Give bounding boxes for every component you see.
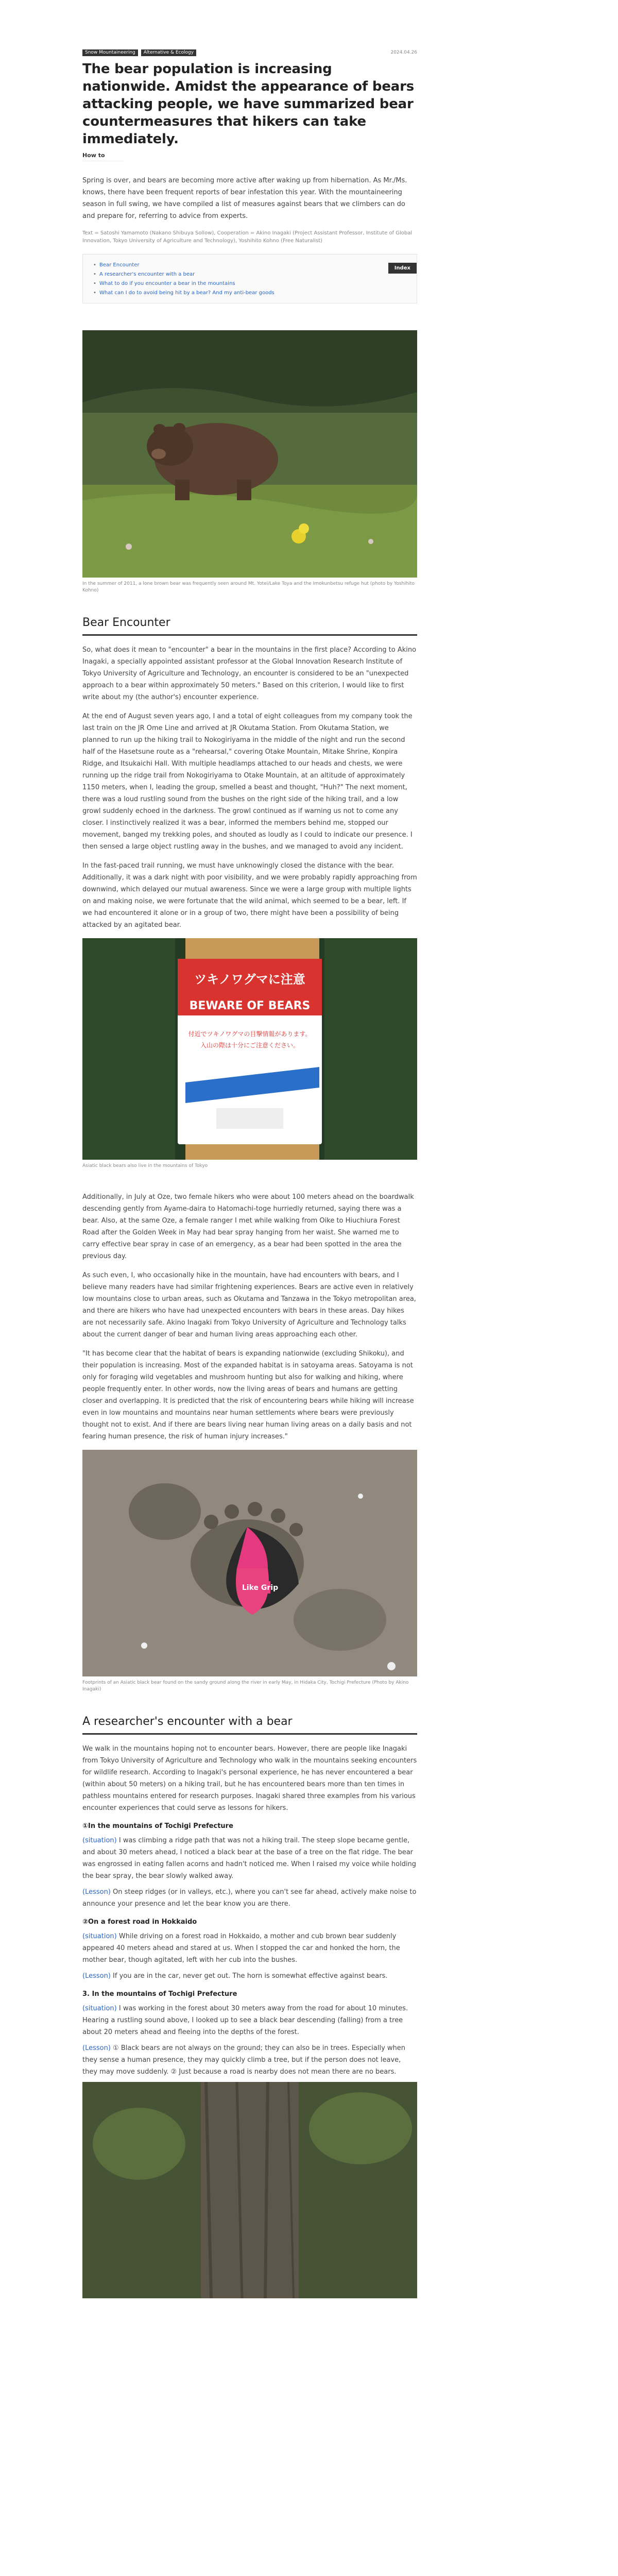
body-paragraph: At the end of August seven years ago, I and a total of eight colleagues from my company took the last train on the JR Ome Line and arrived at JR Okutama Station. From Okutama Station, we planned to run up the hiking trail to Nokogiriyama in the middle of the night and run the second half of the Hasetsune route as a "rehearsal," covering Otake Mountain, Mitake Shrine, Konpira Ridge, and Itsukaichi Hall. With multiple headlamps attached to our heads and chests, we were running up the ridge trail from Nokogiriyama to Otake Mountain, at an altitude of approximately 1150 meters, when I, leading the group, smelled a beast and thought, "Huh?" The next moment, there was a loud rustling sound from the bushes on the right side of the hiking trail, and a low growl suddenly echoed in the darkness. The growl continued as if warning us not to come any closer. I instinctively realized it was a bear, informed the members behind me, stopped our movement, banged my trekking poles, and shouted as loudly as I could to indicate our presence. I then sensed a large object rustling away in the bushes, and we managed to avoid any incident. — [82, 713, 413, 851]
warning-sign-image — [82, 938, 417, 1160]
situation-text: I was climbing a ridge path that was not a hiking trail. The steep slope became gentle, and about 30 meters ahead, I noticed a black bear at the base of a tree on the flat ridge. The bear was engrossed in eating fallen acorns and hadn't noticed me. When I raised my voice while holding the bear spray, the bear slowly walked away. — [82, 1837, 417, 1880]
sign-japanese-title: ツキノワグマに注意 — [194, 972, 305, 987]
photo-caption: Footprints of an Asiatic black bear found on the sandy ground along the river in early May, in Hidaka City, Tochigi Prefecture (Photo by Akino Inagaki) — [82, 1680, 409, 1692]
case-lesson — [82, 2042, 417, 2078]
lesson-text: On steep ridges (or in valleys, etc.), where you can't see far ahead, actively make noise to announce your presence and let the bear know you are there. — [82, 1888, 417, 1908]
case-lesson — [82, 1886, 417, 1910]
situation-label: (situation) — [82, 1837, 117, 1844]
lesson-label: (Lesson) — [82, 1888, 111, 1896]
category-tag[interactable]: Snow Mountaineering — [82, 49, 138, 56]
glove-brand-text: Like Grip — [242, 1584, 279, 1592]
body-paragraph: So, what does it mean to "encounter" a bear in the mountains in the first place? According to Akino Inagaki, a specially appointed assistant professor at the Global Innovation Research Institute of Tokyo University of Agriculture and Technology, an encounter is considered to be an "unexpected approach to a bear within approximately 50 meters." Based on this criterion, I would like to first write about my (the author's) encounter experience. — [82, 646, 417, 701]
toc-link[interactable]: • What to do if you encounter a bear in the mountains — [92, 279, 407, 289]
body-paragraph: As such even, I, who occasionally hike in the mountain, have had encounters with bears, and I believe many readers have had similar frightening experiences. Bears are active even in relatively low mountains close to urban areas, such as Okutama and Tanzawa in the Tokyo metropolitan area, and there are hikers who have had unexpected encounters with bears in these areas. Day hikes are not necessarily safe. Akino Inagaki from Tokyo University of Agriculture and Technology talks about the current danger of bear and human living areas approaching each other. — [82, 1272, 416, 1338]
toc-link[interactable]: • A researcher's encounter with a bear — [92, 270, 407, 279]
case-title: ①In the mountains of Tochigi Prefecture — [82, 1822, 233, 1830]
encounter-case — [82, 1821, 417, 1910]
body-paragraph: We walk in the mountains hoping not to encounter bears. However, there are people like Inagaki from Tokyo University of Agriculture and Technology who walk in the mountains seeking encounters for wildlife research. According to Inagaki's personal experience, he has never encountered a bear (within about 50 meters) on a hiking trail, but he has encountered bears more than ten times in pathless mountains entered for research purposes. Inagaki shared three examples from his various encounter experiences that could serve as lessons for hikers. — [82, 1745, 417, 1812]
situation-text: While driving on a forest road in Hokkaido, a mother and cub brown bear suddenly appeared 40 meters ahead and stared at us. When I stopped the car and honked the horn, the mother bear, though agitated, left with her cub into the bushes. — [82, 1933, 400, 1964]
photo-caption: In the summer of 2011, a lone brown bear was frequently seen around Mt. Yotei/Lake Toya and the Imokunbetsu refuge hut (photo by Yoshihito Kohno) — [82, 581, 415, 593]
encounter-case — [82, 1989, 417, 2078]
case-situation — [82, 1930, 417, 1966]
bear-photo — [82, 330, 417, 578]
publish-date: 2024.04.26 — [390, 50, 417, 55]
situation-label: (situation) — [82, 1933, 117, 1940]
case-situation — [82, 1835, 417, 1882]
tree-photo — [82, 2082, 417, 2298]
lesson-label: (Lesson) — [82, 1972, 111, 1980]
lesson-label: (Lesson) — [82, 2044, 111, 2052]
article — [82, 49, 417, 2298]
case-title: 3. In the mountains of Tochigi Prefecture — [82, 1990, 237, 1998]
lesson-text: ① Black bears are not always on the ground; they can also be in trees. Especially when they sense a human presence, they may quickly climb a tree, but if the person does not leave, they may move suddenly. ② Just because a road is nearby does not mean there are no bears. — [82, 2044, 406, 2076]
toc-link[interactable]: • Bear Encounter — [92, 261, 407, 270]
tree-image — [82, 2082, 417, 2298]
case-situation — [82, 2003, 417, 2038]
tag-list — [82, 49, 196, 56]
toc-index-label: Index — [388, 263, 417, 274]
sign-notice-line: 付近でツキノワグマの目撃情報があります。 — [188, 1030, 312, 1038]
footprint-photo — [82, 1450, 417, 1676]
category-label[interactable]: How to — [82, 152, 124, 161]
section-heading: Bear Encounter — [82, 616, 417, 636]
photo-caption: Asiatic black bears also live in the mountains of Tokyo — [82, 1163, 208, 1168]
situation-label: (situation) — [82, 2005, 117, 2012]
bear-photo-image — [82, 330, 417, 578]
intro-paragraph: Spring is over, and bears are becoming more active after waking up from hibernation. As Mr./Ms. knows, there have been frequent reports of bear infestation this year. With the mountaineering season in full swing, we have compiled a list of measures against bears that we climbers can do and prepare for, referring to advice from experts. — [82, 177, 407, 220]
sign-notice-line: 入山の際は十分にご注意ください。 — [200, 1042, 300, 1049]
toc-link[interactable]: • What can I do to avoid being hit by a bear? And my anti-bear goods — [92, 289, 407, 298]
case-lesson — [82, 1970, 417, 1982]
warning-sign-photo — [82, 938, 417, 1160]
credit-text: Text = Satoshi Yamamoto (Nakano Shibuya Sollow), Cooperation = Akino Inagaki (Project Assistant Professor, Institute of Global Innovation, Tokyo University of Agriculture and Technology), Yoshihito Kohno (Free Naturalist) — [82, 230, 413, 244]
sign-english-title: BEWARE OF BEARS — [189, 999, 311, 1012]
body-paragraph: In the fast-paced trail running, we must have unknowingly closed the distance with the bear. Additionally, it was a dark night with poor visibility, and we were probably rapidly approaching from downwind, which delayed our mutual awareness. Since we were a large group with multiple lights on and making noise, we were fortunate that the wild animal, which seemed to be a bear, left. If we had encountered it alone or in a group of two, there might have been a possibility of being attacked by an agitated bear. — [82, 862, 417, 929]
case-title: ②On a forest road in Hokkaido — [82, 1918, 197, 1926]
lesson-text: If you are in the car, never get out. The horn is somewhat effective against bears. — [113, 1972, 388, 1980]
footprint-image — [82, 1450, 417, 1676]
body-paragraph: Additionally, in July at Oze, two female hikers who were about 100 meters ahead on the boardwalk descending gently from Ayame-daira to Hatomachi-toge hurriedly returned, saying there was a bear. Also, at the same Oze, a female ranger I met while walking from Oike to Hiuchiura Forest Road after the Golden Week in May had bear spray hanging from her waist. She warned me to carry effective bear spray in case of an emergency, as a bear had been spotted in the area the previous day. — [82, 1193, 414, 1260]
body-paragraph: "It has become clear that the habitat of bears is expanding nationwide (excluding Shikoku), and their population is increasing. Most of the expanded habitat is in satoyama areas. Satoyama is not only for foraging wild vegetables and mushroom hunting but also for walking and hiking, where people frequently enter. In other words, now the living areas of bears and humans are getting closer and overlapping. It is predicted that the risk of encountering bears while hiking will increase even in low mountains and mountains near human settlements where bears were previously thought not to exist. And if there are bears living near human living areas on a daily basis and not fearing human presence, the risk of human injury increases." — [82, 1350, 414, 1440]
article-title: The bear population is increasing nationwide. Amidst the appearance of bears attacking people, we have summarized bear countermeasures that hikers can take immediately. — [82, 61, 415, 147]
encounter-case — [82, 1917, 417, 1982]
section-heading: A researcher's encounter with a bear — [82, 1715, 417, 1735]
situation-text: I was working in the forest about 30 meters away from the road for about 10 minutes. Hearing a rustling sound above, I looked up to see a black bear descending (falling) from a tree about 20 meters ahead and fleeing into the depths of the forest. — [82, 2005, 408, 2036]
table-of-contents — [82, 254, 417, 303]
article-meta — [82, 49, 417, 56]
category-tag[interactable]: Alternative & Ecology — [141, 49, 196, 56]
